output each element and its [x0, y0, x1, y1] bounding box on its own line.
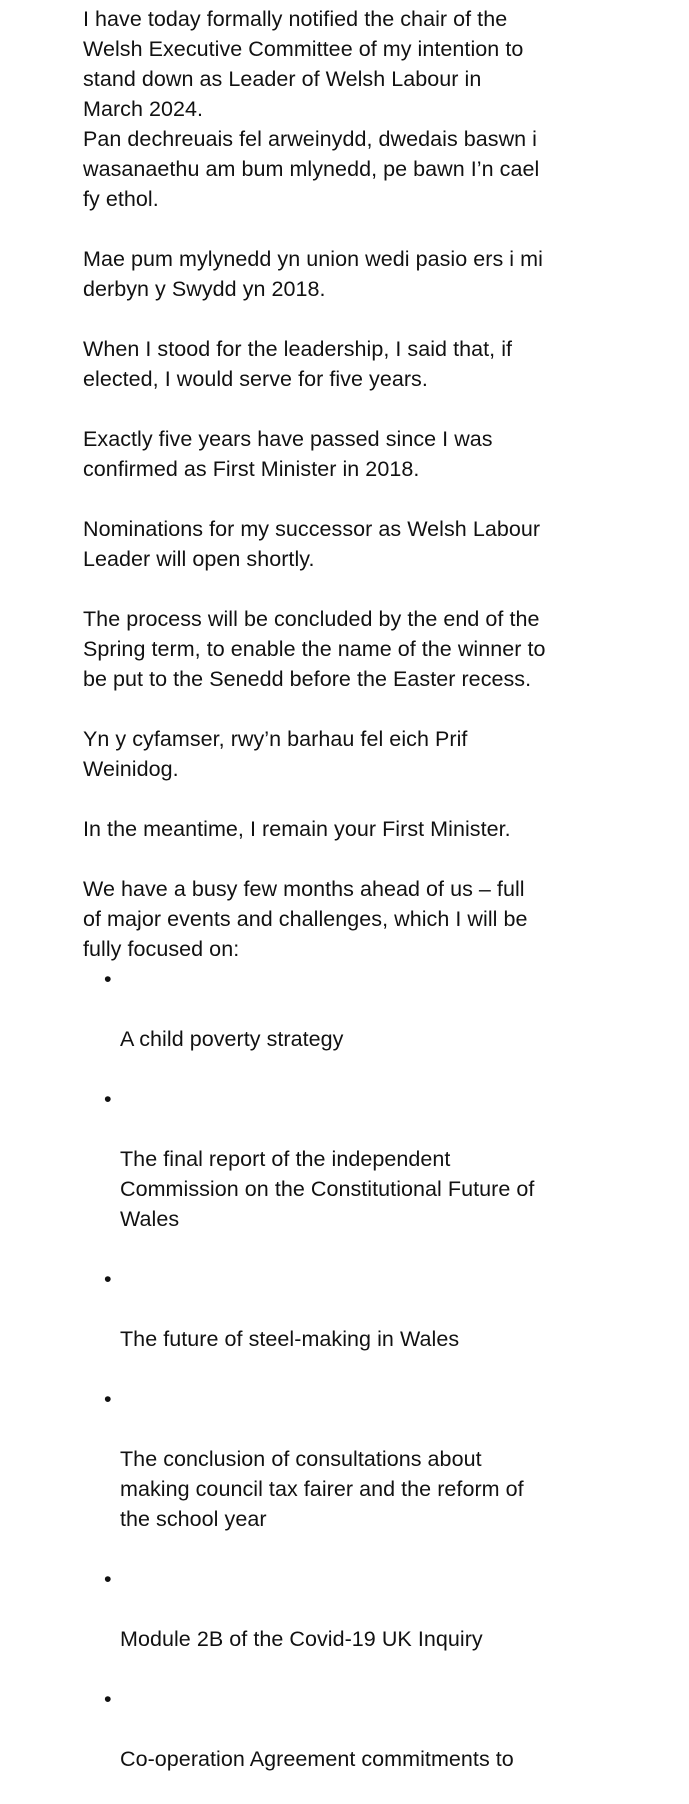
paragraph-welsh-meantime: Yn y cyfamser, rwy’n barhau fel eich Prif Weinidog.: [83, 727, 468, 781]
list-item: [83, 1684, 683, 1804]
list-item: [83, 1384, 683, 1564]
bullet-dot: •: [104, 1267, 112, 1291]
list-item: [83, 1084, 683, 1264]
priorities-list: [83, 964, 683, 1804]
list-item-text: Co-operation Agreement commitments to: [120, 1747, 514, 1771]
bullet-dot: •: [104, 967, 112, 991]
statement-document: [83, 4, 683, 1804]
paragraph-meantime: In the meantime, I remain your First Minister.: [83, 817, 511, 841]
list-item-text: The conclusion of consultations about making council tax fairer and the reform of the school year: [120, 1447, 524, 1531]
paragraph-process: The process will be concluded by the end of the Spring term, to enable the name of the winner to be put to the Senedd before the Easter recess.: [83, 607, 546, 691]
bullet-dot: •: [104, 1687, 112, 1711]
paragraph-stood-for-leadership: When I stood for the leadership, I said that, if elected, I would serve for five years.: [83, 337, 513, 391]
paragraph-busy-months: We have a busy few months ahead of us – full of major events and challenges, which I will be fully focused on:: [83, 877, 528, 961]
list-item-text: The final report of the independent Commission on the Constitutional Future of Wales: [120, 1147, 535, 1231]
list-item: [83, 1564, 683, 1684]
paragraph-welsh-five-years: Mae pum mylynedd yn union wedi pasio ers i mi derbyn y Swydd yn 2018.: [83, 247, 543, 301]
bullet-dot: •: [104, 1087, 112, 1111]
list-item: [83, 1264, 683, 1384]
list-item: [83, 964, 683, 1084]
bullet-dot: •: [104, 1567, 112, 1591]
paragraph-nominations: Nominations for my successor as Welsh Labour Leader will open shortly.: [83, 517, 541, 571]
list-item-text: A child poverty strategy: [120, 1027, 344, 1051]
list-item-text: The future of steel-making in Wales: [120, 1327, 460, 1351]
list-item-text: Module 2B of the Covid-19 UK Inquiry: [120, 1627, 483, 1651]
paragraph-five-years-passed: Exactly five years have passed since I was confirmed as First Minister in 2018.: [83, 427, 493, 481]
paragraph-notification: I have today formally notified the chair of the Welsh Executive Committee of my intention to stand down as Leader of Welsh Labour in March 2024. Pan dechreuais fel arweinydd, dwedais baswn i wasanaethu am bum mlynedd, pe bawn I’n cael fy ethol.: [83, 7, 540, 211]
bullet-dot: •: [104, 1387, 112, 1411]
